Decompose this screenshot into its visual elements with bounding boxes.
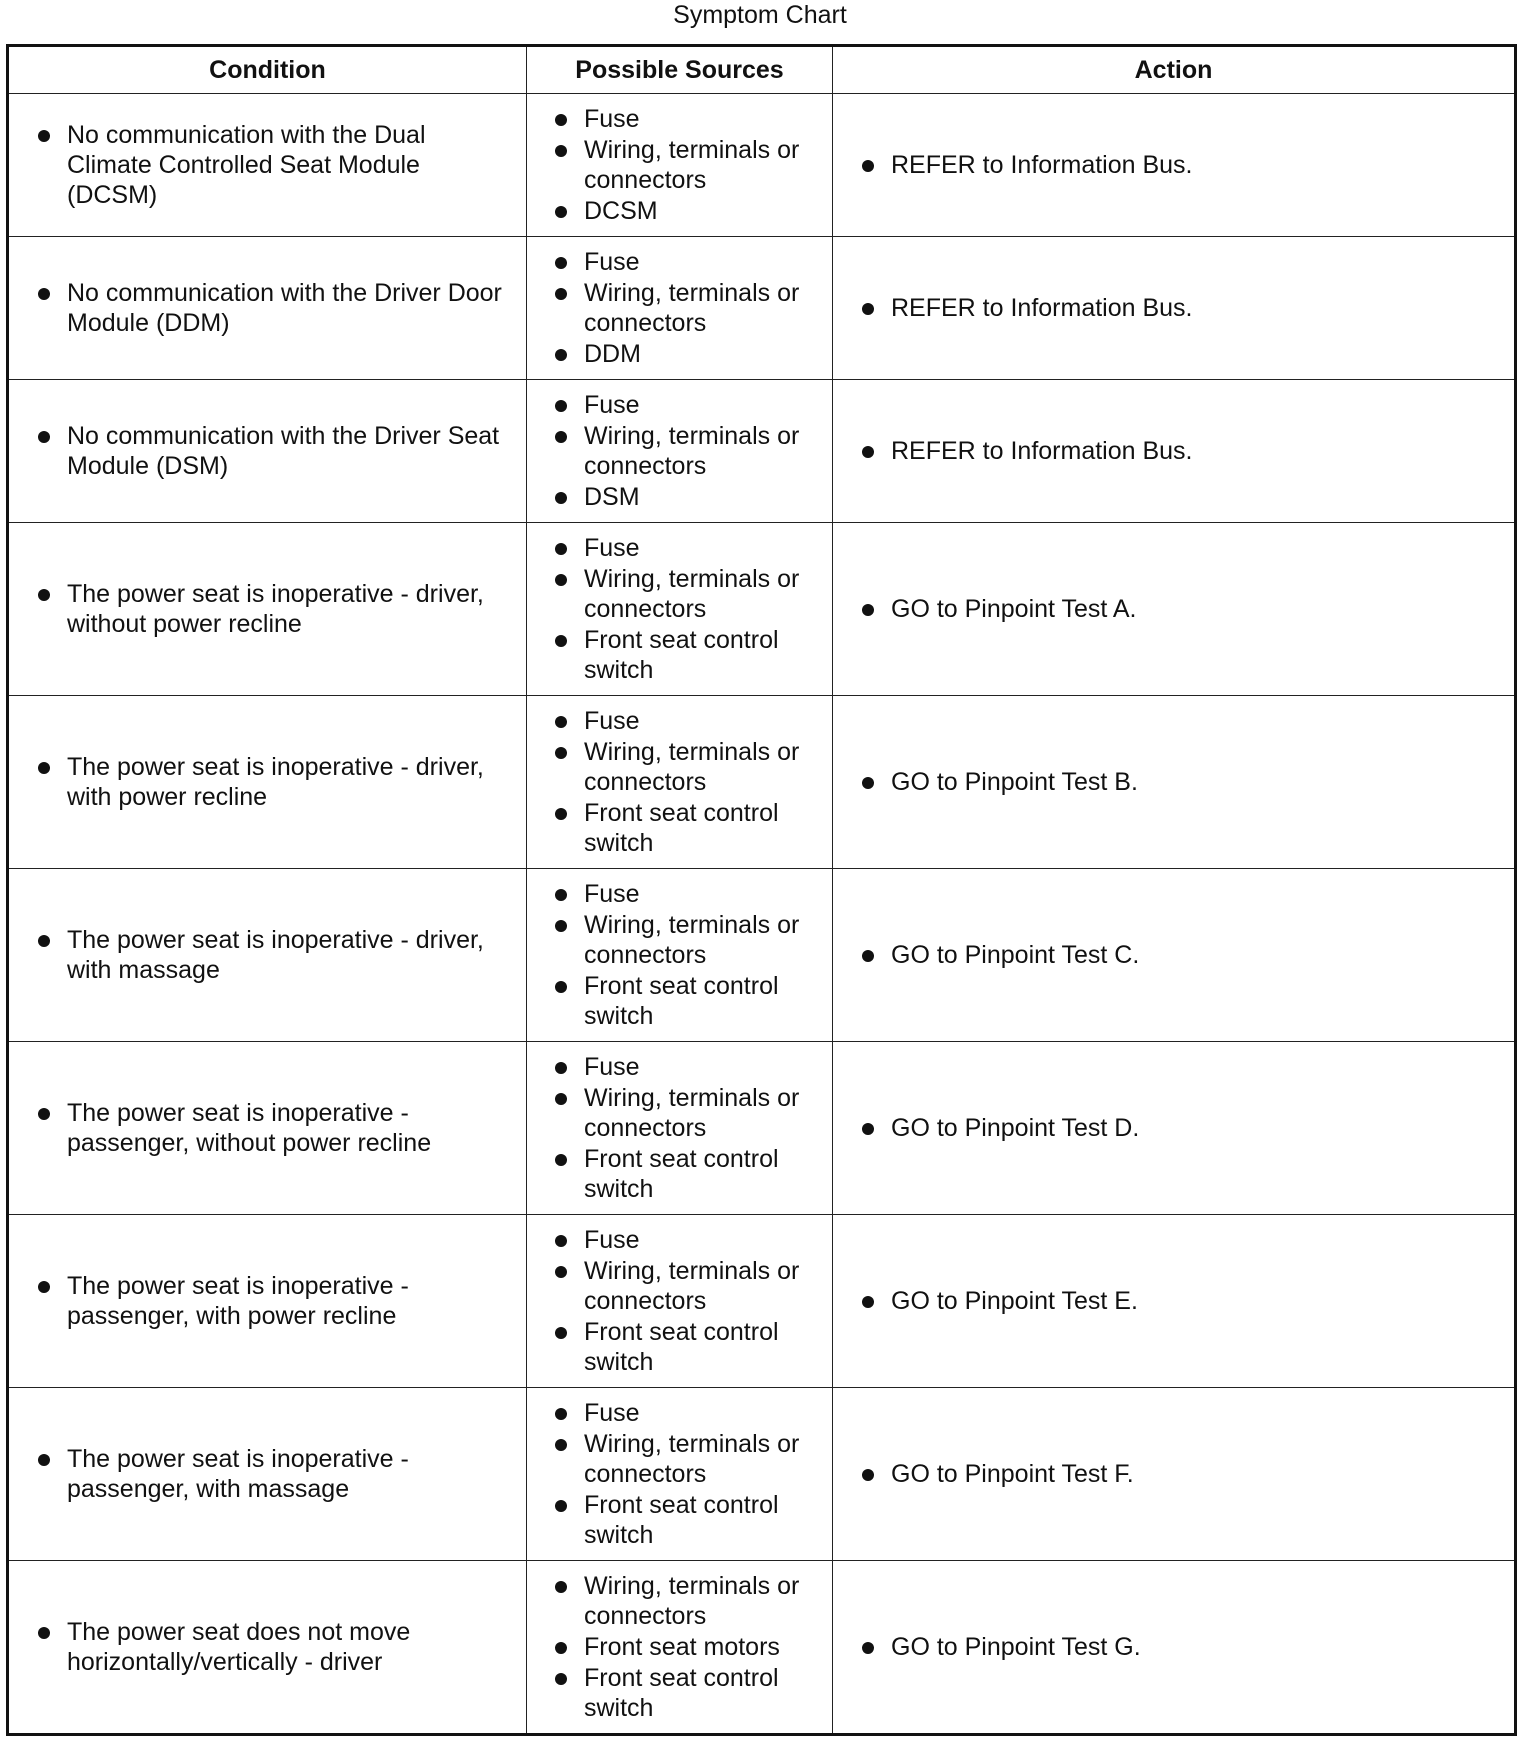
source-item: DSM [584,482,826,512]
action-cell [833,523,1516,696]
source-item: Fuse [584,533,826,563]
source-item: Fuse [584,1225,826,1255]
condition-cell [8,1561,527,1735]
action-cell [833,1388,1516,1561]
table-row [8,523,1516,696]
source-item: DCSM [584,196,826,226]
action-cell [833,380,1516,523]
action-cell [833,1215,1516,1388]
source-item: Fuse [584,1052,826,1082]
condition-text: No communication with the Driver Door Module (DDM) [67,278,514,338]
table-row [8,1215,1516,1388]
source-item: Front seat motors [584,1632,826,1662]
table-row [8,1388,1516,1561]
sources-cell [527,1215,833,1388]
source-item: Fuse [584,390,826,420]
condition-text: The power seat is inoperative - driver, without power recline [67,579,514,639]
action-cell [833,696,1516,869]
source-item: Front seat control switch [584,1490,826,1550]
condition-text: The power seat does not move horizontally/vertically - driver [67,1617,514,1677]
condition-cell [8,696,527,869]
source-item: Wiring, terminals or connectors [584,910,826,970]
action-text: GO to Pinpoint Test D. [891,1113,1502,1143]
action-cell [833,1561,1516,1735]
condition-text: The power seat is inoperative - passenger, with massage [67,1444,514,1504]
action-cell [833,1042,1516,1215]
condition-text: No communication with the Driver Seat Module (DSM) [67,421,514,481]
header-row [8,46,1516,94]
source-item: Wiring, terminals or connectors [584,421,826,481]
sources-cell [527,237,833,380]
condition-cell [8,237,527,380]
table-row [8,869,1516,1042]
source-item: Wiring, terminals or connectors [584,564,826,624]
symptom-table [6,44,1517,1736]
action-text: GO to Pinpoint Test G. [891,1632,1502,1662]
source-item: Fuse [584,104,826,134]
source-item: Wiring, terminals or connectors [584,1083,826,1143]
condition-cell [8,1215,527,1388]
source-item: Wiring, terminals or connectors [584,737,826,797]
source-item: Front seat control switch [584,971,826,1031]
action-text: GO to Pinpoint Test A. [891,594,1502,624]
action-cell [833,237,1516,380]
sources-cell [527,94,833,237]
source-item: Front seat control switch [584,1663,826,1723]
condition-text: The power seat is inoperative - driver, with massage [67,925,514,985]
condition-text: The power seat is inoperative - passenger, with power recline [67,1271,514,1331]
header-action: Action [833,46,1516,94]
source-item: Front seat control switch [584,1317,826,1377]
table-row [8,696,1516,869]
sources-cell [527,380,833,523]
sources-cell [527,1388,833,1561]
action-text: REFER to Information Bus. [891,150,1502,180]
action-text: REFER to Information Bus. [891,436,1502,466]
table-row [8,380,1516,523]
condition-cell [8,1388,527,1561]
condition-cell [8,94,527,237]
table-row [8,1042,1516,1215]
sources-cell [527,869,833,1042]
source-item: Wiring, terminals or connectors [584,135,826,195]
action-text: GO to Pinpoint Test F. [891,1459,1502,1489]
header-possible-sources: Possible Sources [527,46,833,94]
condition-cell [8,380,527,523]
table-row [8,94,1516,237]
header-condition: Condition [8,46,527,94]
action-text: REFER to Information Bus. [891,293,1502,323]
source-item: Fuse [584,247,826,277]
sources-cell [527,1042,833,1215]
table-row [8,237,1516,380]
table-row [8,1561,1516,1735]
action-text: GO to Pinpoint Test C. [891,940,1502,970]
source-item: Fuse [584,706,826,736]
action-cell [833,869,1516,1042]
condition-cell [8,869,527,1042]
condition-cell [8,1042,527,1215]
source-item: Fuse [584,1398,826,1428]
source-item: Wiring, terminals or connectors [584,278,826,338]
action-text: GO to Pinpoint Test B. [891,767,1502,797]
sources-cell [527,523,833,696]
source-item: Wiring, terminals or connectors [584,1571,826,1631]
source-item: Front seat control switch [584,1144,826,1204]
action-text: GO to Pinpoint Test E. [891,1286,1502,1316]
source-item: Front seat control switch [584,798,826,858]
condition-text: No communication with the Dual Climate Controlled Seat Module (DCSM) [67,120,514,210]
source-item: Fuse [584,879,826,909]
source-item: Wiring, terminals or connectors [584,1429,826,1489]
condition-text: The power seat is inoperative - passenger, without power recline [67,1098,514,1158]
source-item: Front seat control switch [584,625,826,685]
sources-cell [527,696,833,869]
chart-title: Symptom Chart [673,1,847,29]
condition-cell [8,523,527,696]
sources-cell [527,1561,833,1735]
source-item: Wiring, terminals or connectors [584,1256,826,1316]
source-item: DDM [584,339,826,369]
action-cell [833,94,1516,237]
condition-text: The power seat is inoperative - driver, with power recline [67,752,514,812]
